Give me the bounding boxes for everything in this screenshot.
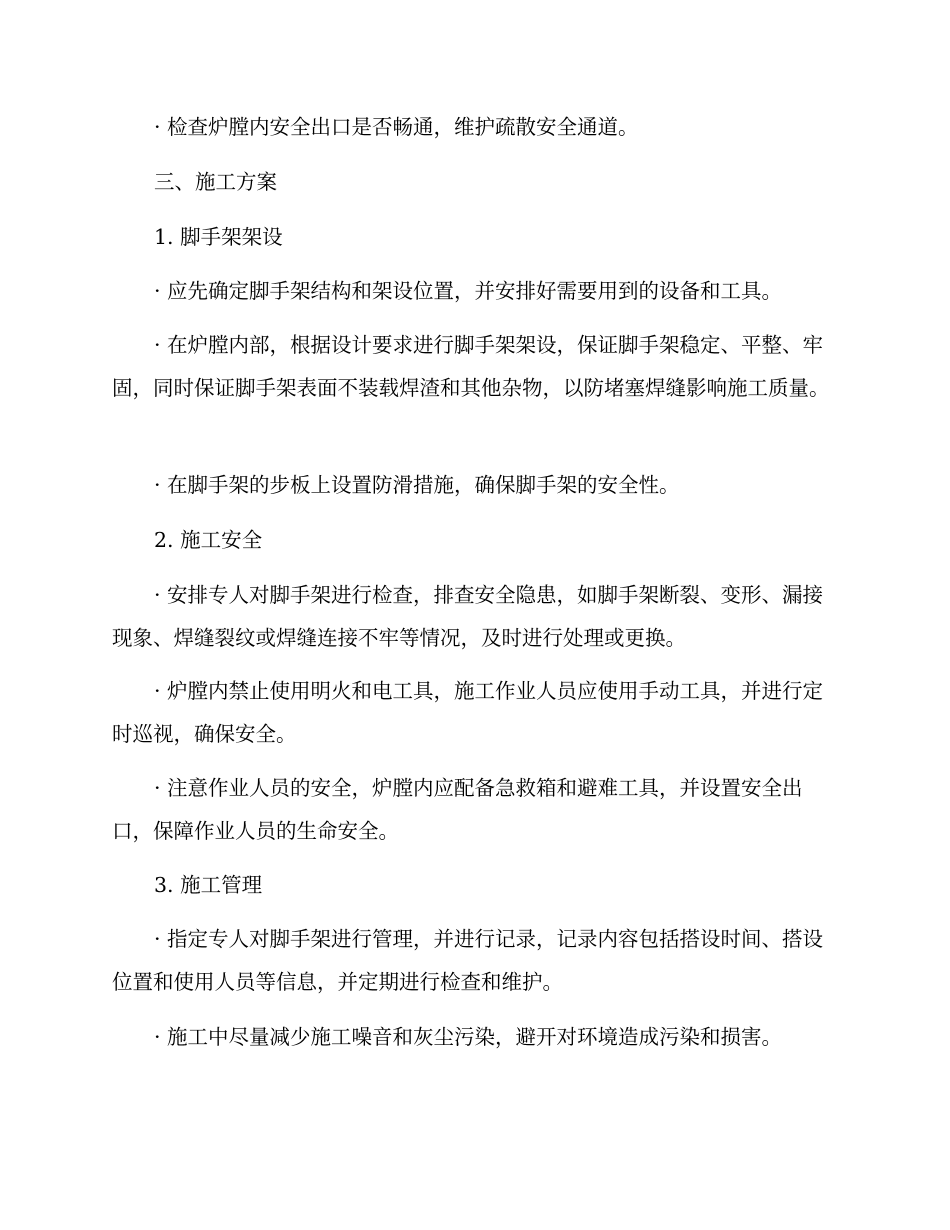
paragraph-safety-exit: · 检查炉膛内安全出口是否畅通，维护疏散安全通道。 bbox=[154, 115, 639, 139]
paragraph-management-records: · 指定专人对脚手架进行管理，并进行记录，记录内容包括搭设时间、搭设位置和使用人员等信息，并定期进行检查和维护。 bbox=[112, 927, 824, 994]
paragraph-worker-safety: · 注意作业人员的安全，炉膛内应配备急救箱和避难工具，并设置安全出口，保障作业人员的生命安全。 bbox=[112, 776, 803, 843]
paragraph-scaffold-inside-furnace: · 在炉膛内部，根据设计要求进行脚手架架设，保证脚手架稳定、平整、牢固，同时保证脚手架表面不装载焊渣和其他杂物，以防堵塞焊缝影响施工质量。 bbox=[112, 333, 830, 400]
subheading-scaffold-erection: 1. 脚手架架设 bbox=[154, 225, 283, 249]
paragraph-inspection: · 安排专人对脚手架进行检查，排查安全隐患，如脚手架断裂、变形、漏接现象、焊缝裂纹或焊缝连接不牢等情况，及时进行处理或更换。 bbox=[112, 583, 824, 650]
subheading-construction-safety: 2. 施工安全 bbox=[154, 528, 263, 552]
subheading-construction-management: 3. 施工管理 bbox=[154, 873, 263, 897]
section-heading-construction-plan: 三、施工方案 bbox=[154, 170, 277, 194]
paragraph-no-open-fire: · 炉膛内禁止使用明火和电工具，施工作业人员应使用手动工具，并进行定时巡视，确保安全。 bbox=[112, 679, 824, 746]
paragraph-noise-dust: · 施工中尽量减少施工噪音和灰尘污染，避开对环境造成污染和损害。 bbox=[154, 1025, 783, 1049]
paragraph-scaffold-structure: · 应先确定脚手架结构和架设位置，并安排好需要用到的设备和工具。 bbox=[154, 279, 783, 303]
paragraph-anti-slip: · 在脚手架的步板上设置防滑措施，确保脚手架的安全性。 bbox=[154, 473, 680, 497]
